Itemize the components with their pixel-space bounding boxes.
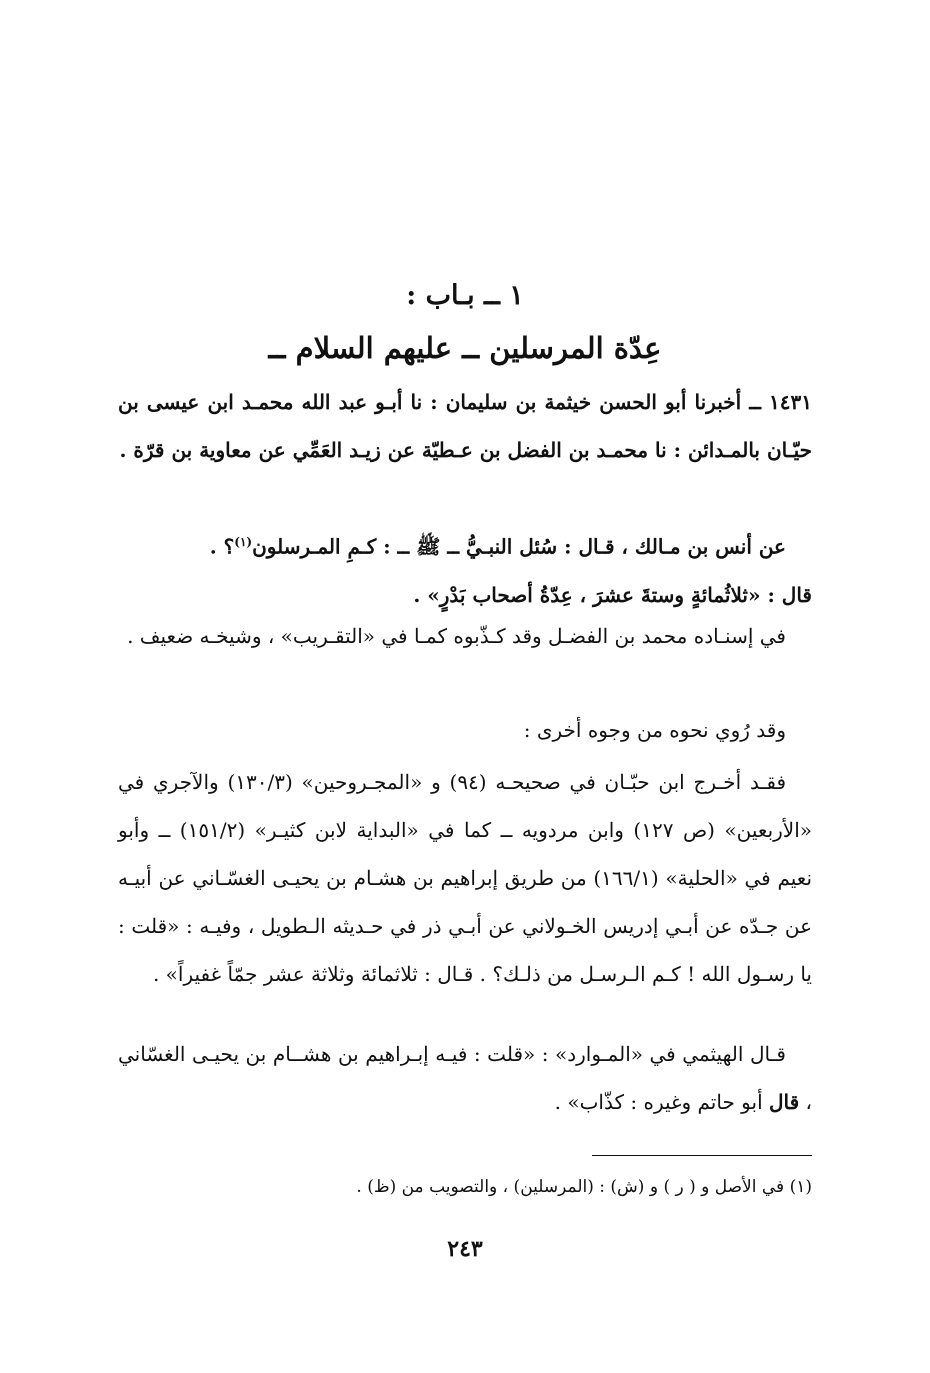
commentary-paragraph-2: وقد رُوي نحوه من وجوه أخرى :: [523, 718, 786, 742]
takhrij-paragraph: فقـد أخـرج ابن حبّـان في صحيحـه (٩٤) و «المجـروحين» (١٣٠/٣) والآجري في «الأربعين» (ص ١٢٧) وابن مردويه ــ كما في «البداية لابن كثيـر» (١٥١/٢) ــ وأبو نعيم في «الحلية» (١٦٦/١) من طريق إبراهيم بن هشـام بن يحيـى الغسّـاني عن أبيـه عن جـدّه عن أبـي إدريس الخـولاني عن أبـي ذر في حـديثه الـطويل ، وفيـه : «قلت : يا رسـول الله ! كـم الـرسـل من ذلـك؟ . قـال : ثلاثمائة وثلاثة عشر جمّاً غفيراً» .: [118, 770, 813, 986]
page-number: ٢٤٣: [447, 1236, 483, 1262]
haythami-tail: أبو حاتم وغيره : كذّاب» .: [554, 1090, 769, 1114]
chapter-number: ١ ــ بـاب :: [406, 280, 524, 311]
footnote: (١) في الأصل و ( ر ) و (ش) : (المرسلين) ، والتصويب من (ظ) .: [356, 1177, 812, 1197]
hadith-answer: قال : «ثلاثُمائةٍ وستةَ عشرَ ، عِدّةُ أصحاب بَدْرٍ» .: [413, 582, 812, 607]
haythami-bold: قال: [769, 1090, 800, 1114]
hadith-question: عن أنس بن مـالك ، قـال : سُئل النبـيُّ ــ ﷺ ــ : كـمِ المـرسلون: [252, 534, 786, 559]
commentary-paragraph: في إسنـاده محمد بن الفضـل وقد كـذّبوه كمـا في «التقـريب» ، وشيخـه ضعيف .: [127, 624, 786, 648]
hadith-isnad-paragraph: ١٤٣١ ــ أخبرنا أبو الحسن خيثمة بن سليمان : نا أبـو عبد الله محمـد ابن عيسى بن حيّـان بالمـدائن : نا محمـد بن الفضل بن عـطيّة عن زيـد العَمِّي عن معاوية بن قرّة .: [118, 390, 812, 462]
chapter-title: عِدّة المرسلين ــ عليهم السلام ــ: [268, 331, 662, 365]
haythami-paragraph: [118, 1030, 812, 1126]
footnote-marker: (١): [234, 535, 253, 549]
haythami-lead: قـال الهيثمي في «المـوارد» : «قلت : فيـه إبـراهيم بن هشــام بن يحيـى الغسّاني ،: [118, 1042, 812, 1114]
hadith-matn-paragraph: [118, 518, 812, 619]
hadith-question-end: ؟ .: [209, 534, 235, 559]
footnote-divider: [592, 1155, 812, 1156]
